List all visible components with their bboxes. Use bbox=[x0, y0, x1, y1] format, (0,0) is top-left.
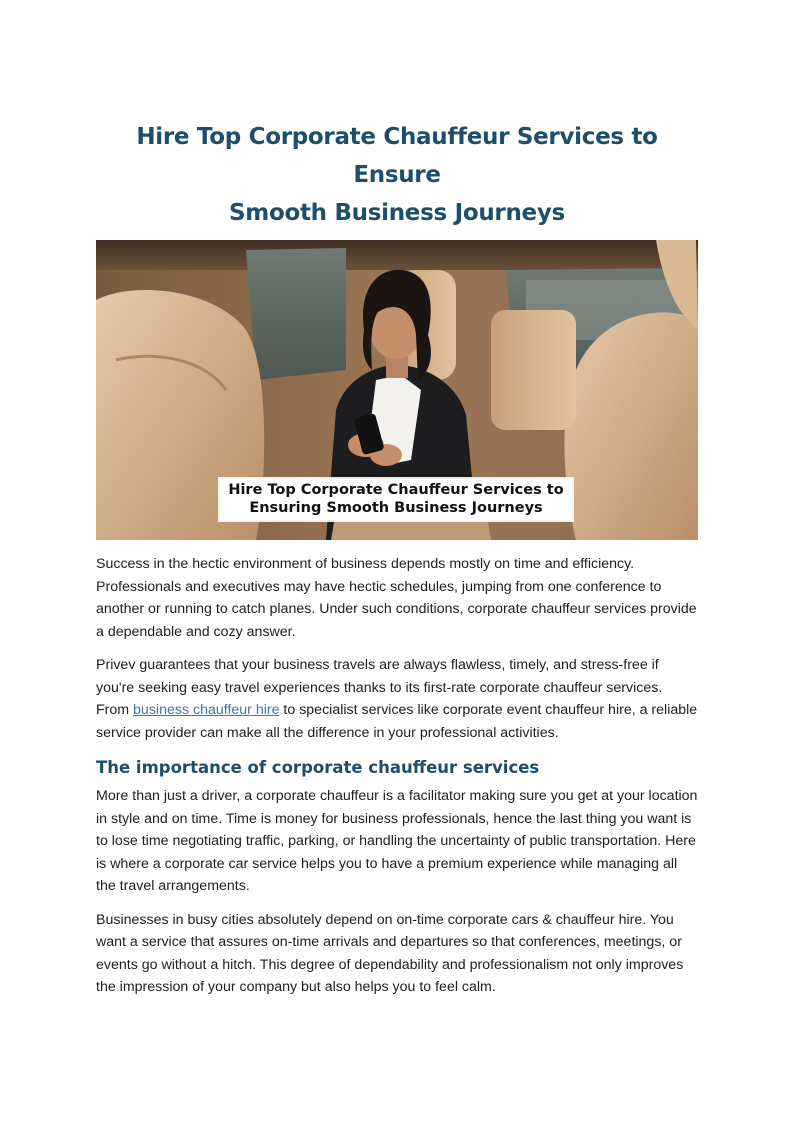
privev-paragraph bbox=[96, 654, 698, 744]
privev-paragraph-text-after: to specialist services like corporate event chauffeur hire, a reliable service provider can make all the difference in your professional activities. bbox=[96, 702, 698, 741]
hero-caption-line-1: Hire Top Corporate Chauffeur Services to bbox=[228, 482, 564, 498]
busy-cities-paragraph: Businesses in busy cities absolutely depend on on-time corporate cars & chauffeur hire. You want a service that assures on-time arrivals and departures so that conferences, meetings, or events go without a hitch. This degree of dependability and professionalism not only improves the impression of your company but also helps you to feel calm. bbox=[96, 911, 684, 995]
business-chauffeur-hire-link[interactable]: business chauffeur hire bbox=[133, 702, 280, 718]
hero-image bbox=[96, 240, 698, 540]
title-line-1: Hire Top Corporate Chauffeur Services to Ensure bbox=[136, 124, 658, 188]
section-heading-importance: The importance of corporate chauffeur services bbox=[96, 758, 540, 777]
document-page bbox=[96, 118, 698, 999]
hero-caption-line-2: Ensuring Smooth Business Journeys bbox=[249, 500, 543, 516]
title-line-2: Smooth Business Journeys bbox=[229, 200, 565, 226]
importance-paragraph: More than just a driver, a corporate chauffeur is a facilitator making sure you get at your location in style and on time. Time is money for business professionals, hence the last thing you want is to lose time negotiating traffic, parking, or handling the uncertainty of public transportation. Here is where a corporate car service helps you to have a premium experience while managing all the travel arrangements. bbox=[96, 788, 698, 894]
intro-paragraph: Success in the hectic environment of business depends mostly on time and efficiency. Professionals and executives may have hectic schedules, jumping from one conference to another or running to catch planes. Under such conditions, corporate chauffeur services provide a dependable and cozy answer. bbox=[96, 556, 697, 640]
hero-caption bbox=[220, 479, 572, 520]
document-title bbox=[96, 118, 698, 232]
privev-paragraph-text-before: Privev guarantees that your business travels are always flawless, timely, and stress-free if you're seeking easy travel experiences thanks to its first-rate corporate chauffeur services. From bbox=[96, 657, 663, 718]
